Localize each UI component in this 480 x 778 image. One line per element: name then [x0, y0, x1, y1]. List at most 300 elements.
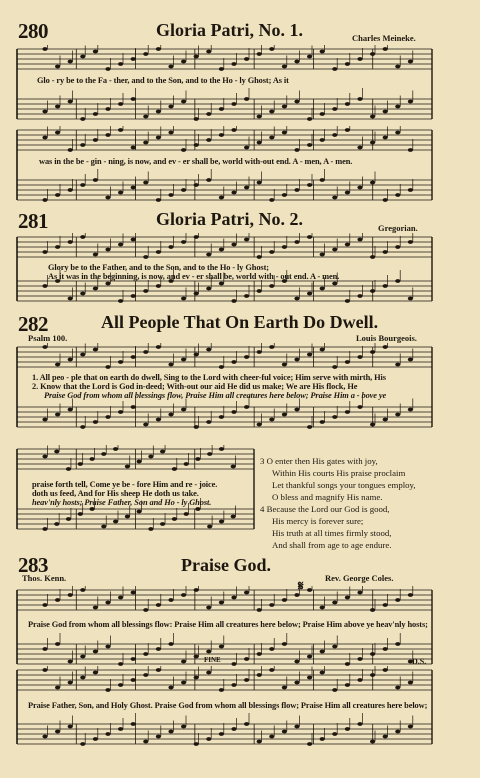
lyric-line: 2. Know that the Lord is God in-deed; With-out our aid He did us make; We are His flock, He	[32, 382, 358, 391]
note-head	[131, 57, 136, 61]
note-head	[257, 289, 262, 293]
note-head	[357, 186, 362, 190]
note-head	[194, 742, 199, 746]
note-head	[231, 465, 236, 469]
note-head	[307, 117, 312, 121]
note-head	[68, 408, 73, 412]
note-head	[156, 647, 161, 651]
note-head	[320, 178, 325, 182]
note-head	[294, 297, 299, 301]
note-head	[219, 365, 224, 369]
note-head	[143, 141, 148, 145]
note-head	[383, 735, 388, 739]
note-head	[172, 467, 177, 471]
note-head	[42, 527, 47, 531]
lyric-line: heav'nly hosts; Praise Father, Son and Ho - ly Ghost.	[32, 498, 212, 507]
note-head	[156, 418, 161, 422]
note-head	[345, 360, 350, 364]
note-head	[42, 647, 47, 651]
note-head	[194, 292, 199, 296]
note-head	[257, 608, 262, 612]
note-head	[282, 686, 287, 690]
note-head	[68, 148, 73, 152]
note-head	[131, 355, 136, 359]
composer-credit: Charles Meineke.	[352, 33, 416, 43]
note-head	[383, 668, 388, 672]
note-head	[408, 188, 413, 192]
note-head	[383, 250, 388, 254]
note-head	[257, 673, 262, 677]
note-head	[55, 598, 60, 602]
note-head	[113, 520, 118, 524]
note-head	[160, 522, 165, 526]
note-head	[54, 450, 59, 454]
note-head	[332, 732, 337, 736]
note-head	[156, 735, 161, 739]
note-head	[181, 60, 186, 64]
note-head	[257, 652, 262, 656]
composer-credit: Louis Bourgeois.	[356, 333, 417, 343]
note-head	[244, 591, 249, 595]
note-head	[395, 686, 400, 690]
note-head	[269, 110, 274, 114]
note-head	[168, 730, 173, 734]
note-head	[408, 240, 413, 244]
note-head	[206, 737, 211, 741]
note-head	[320, 287, 325, 291]
note-head	[55, 245, 60, 249]
note-head	[357, 722, 362, 726]
note-head	[383, 110, 388, 114]
note-head	[68, 60, 73, 64]
note-head	[383, 198, 388, 202]
note-head	[206, 253, 211, 257]
note-head	[55, 642, 60, 646]
note-head	[66, 517, 71, 521]
note-head	[68, 297, 73, 301]
note-head	[206, 348, 211, 352]
note-head	[105, 415, 110, 419]
note-head	[42, 136, 47, 140]
author-credit: Thos. Kenn.	[22, 573, 67, 583]
hymn-number: 282	[18, 312, 48, 336]
note-head	[105, 248, 110, 252]
composer-credit: Rev. George Coles.	[325, 573, 394, 583]
note-head	[395, 730, 400, 734]
note-head	[172, 517, 177, 521]
note-head	[269, 47, 274, 51]
note-head	[194, 143, 199, 147]
note-head	[105, 732, 110, 736]
note-head	[137, 510, 142, 514]
note-head	[90, 507, 95, 511]
note-head	[370, 141, 375, 145]
note-head	[332, 688, 337, 692]
note-head	[307, 143, 312, 147]
note-head	[93, 112, 98, 116]
verse-line: 3 O enter then His gates with joy,	[260, 456, 378, 466]
hymn-number: 283	[18, 553, 48, 577]
note-head	[80, 742, 85, 746]
note-head	[194, 117, 199, 121]
note-head	[320, 112, 325, 116]
note-head	[370, 608, 375, 612]
note-head	[395, 65, 400, 69]
note-head	[345, 243, 350, 247]
note-head	[219, 601, 224, 605]
note-head	[383, 418, 388, 422]
note-head	[194, 588, 199, 592]
note-head	[269, 284, 274, 288]
note-head	[357, 238, 362, 242]
note-head	[320, 420, 325, 424]
note-head	[68, 240, 73, 244]
note-head	[257, 141, 262, 145]
note-head	[105, 601, 110, 605]
note-head	[307, 235, 312, 239]
note-head	[131, 591, 136, 595]
note-head	[206, 606, 211, 610]
note-head	[105, 365, 110, 369]
note-head	[282, 642, 287, 646]
note-head	[42, 418, 47, 422]
note-head	[105, 196, 110, 200]
note-head	[219, 520, 224, 524]
note-head	[80, 292, 85, 296]
note-head	[231, 243, 236, 247]
note-head	[231, 128, 236, 132]
note-head	[332, 133, 337, 137]
note-head	[194, 655, 199, 659]
note-head	[55, 105, 60, 109]
note-head	[80, 183, 85, 187]
note-head	[219, 196, 224, 200]
note-head	[168, 598, 173, 602]
note-head	[383, 47, 388, 51]
lyric-line: As it was in the beginning, is now, and ev - er shall be, world with - out end. A - men.	[48, 272, 340, 281]
note-head	[42, 455, 47, 459]
note-head	[257, 181, 262, 185]
note-head	[80, 235, 85, 239]
note-head	[54, 522, 59, 526]
note-head	[118, 299, 123, 303]
note-head	[269, 418, 274, 422]
note-head	[93, 606, 98, 610]
note-head	[282, 413, 287, 417]
note-head	[294, 408, 299, 412]
note-head	[231, 410, 236, 414]
note-head	[194, 235, 199, 239]
note-head	[219, 67, 224, 71]
note-head	[332, 601, 337, 605]
note-head	[357, 591, 362, 595]
verse-line: O bless and magnify His name.	[272, 492, 383, 502]
note-head	[231, 683, 236, 687]
note-head	[181, 681, 186, 685]
note-head	[80, 588, 85, 592]
note-head	[307, 655, 312, 659]
note-head	[370, 255, 375, 259]
hymn-number: 281	[18, 209, 48, 233]
note-head	[156, 668, 161, 672]
note-head	[55, 363, 60, 367]
note-head	[231, 515, 236, 519]
note-head	[143, 181, 148, 185]
note-head	[395, 413, 400, 417]
note-head	[143, 350, 148, 354]
note-head	[168, 363, 173, 367]
note-head	[332, 248, 337, 252]
note-head	[143, 423, 148, 427]
note-head	[282, 598, 287, 602]
note-head	[219, 732, 224, 736]
note-head	[395, 642, 400, 646]
note-head	[307, 425, 312, 429]
note-head	[118, 62, 123, 66]
note-head	[93, 50, 98, 54]
note-head	[194, 183, 199, 187]
note-head	[206, 50, 211, 54]
note-head	[244, 57, 249, 61]
note-head	[294, 681, 299, 685]
note-head	[131, 97, 136, 101]
note-head	[206, 287, 211, 291]
note-head	[332, 415, 337, 419]
note-head	[320, 737, 325, 741]
verse-line: His mercy is forever sure;	[272, 516, 364, 526]
note-head	[231, 62, 236, 66]
note-head	[131, 722, 136, 726]
note-head	[55, 131, 60, 135]
verse-line: His truth at all times firmly stood,	[272, 528, 392, 538]
note-head	[269, 250, 274, 254]
note-head	[294, 100, 299, 104]
note-head	[269, 136, 274, 140]
note-head	[383, 136, 388, 140]
note-head	[207, 452, 212, 456]
note-head	[206, 138, 211, 142]
note-head	[131, 678, 136, 682]
note-head	[156, 136, 161, 140]
note-head	[294, 358, 299, 362]
note-head	[168, 642, 173, 646]
note-head	[118, 128, 123, 132]
note-head	[55, 686, 60, 690]
hymn-title: Praise God.	[181, 555, 271, 575]
note-head	[143, 673, 148, 677]
note-head	[370, 289, 375, 293]
note-head	[143, 289, 148, 293]
note-head	[118, 102, 123, 106]
note-head	[194, 55, 199, 59]
hymn-title: All People That On Earth Do Dwell.	[101, 312, 379, 332]
note-head	[219, 415, 224, 419]
note-head	[219, 688, 224, 692]
note-head	[345, 596, 350, 600]
note-head	[55, 65, 60, 69]
note-head	[143, 255, 148, 259]
note-head	[320, 253, 325, 257]
note-head	[156, 110, 161, 114]
lyric-line: Glory be to the Father, and to the Son, and to the Ho - ly Ghost;	[48, 263, 269, 272]
note-head	[395, 131, 400, 135]
note-head	[93, 737, 98, 741]
note-head	[90, 457, 95, 461]
note-head	[80, 676, 85, 680]
verse-line: Let thankful songs your tongues employ,	[272, 480, 416, 490]
note-head	[80, 425, 85, 429]
note-head	[105, 107, 110, 111]
note-head	[282, 65, 287, 69]
note-head	[184, 512, 189, 516]
note-head	[282, 730, 287, 734]
note-head	[294, 660, 299, 664]
note-head	[66, 467, 71, 471]
note-head	[93, 178, 98, 182]
note-head	[231, 727, 236, 731]
note-head	[105, 645, 110, 649]
note-head	[294, 240, 299, 244]
note-head	[383, 647, 388, 651]
note-head	[93, 420, 98, 424]
note-head	[345, 299, 350, 303]
note-head	[332, 365, 337, 369]
note-head	[257, 52, 262, 56]
note-head	[156, 345, 161, 349]
verse-line: 4 Because the Lord our God is good,	[260, 504, 390, 514]
verse-line: And shall from age to age endure.	[272, 540, 392, 550]
note-head	[219, 447, 224, 451]
note-head	[357, 657, 362, 661]
note-head	[131, 405, 136, 409]
note-head	[80, 117, 85, 121]
lyric-line: praise forth tell, Come ye be - fore Him and re - joice.	[32, 480, 218, 489]
note-head	[408, 297, 413, 301]
note-head	[105, 67, 110, 71]
note-head	[181, 188, 186, 192]
note-head	[55, 193, 60, 197]
note-head	[345, 62, 350, 66]
verse-line: Within His courts His praise proclaim	[272, 468, 406, 478]
note-head	[206, 112, 211, 116]
note-head	[282, 363, 287, 367]
note-head	[42, 47, 47, 51]
note-head	[68, 188, 73, 192]
note-head	[168, 65, 173, 69]
note-head	[80, 55, 85, 59]
note-head	[78, 462, 83, 466]
note-head	[345, 102, 350, 106]
note-head	[357, 146, 362, 150]
note-head	[42, 345, 47, 349]
note-head	[383, 284, 388, 288]
lyric-line: Praise God from whom all blessings flow, Praise Him all creatures here below; Praise Him a - bove ye	[44, 391, 387, 400]
segno-mark: 𝄋	[298, 578, 304, 593]
note-head	[370, 740, 375, 744]
note-head	[345, 128, 350, 132]
note-head	[357, 294, 362, 298]
note-head	[408, 593, 413, 597]
note-head	[294, 725, 299, 729]
note-head	[219, 107, 224, 111]
hymn-title: Gloria Patri, No. 2.	[156, 209, 303, 229]
note-head	[408, 681, 413, 685]
note-head	[257, 350, 262, 354]
note-head	[93, 348, 98, 352]
note-head	[143, 608, 148, 612]
note-head	[219, 133, 224, 137]
note-head	[395, 363, 400, 367]
note-head	[148, 455, 153, 459]
note-head	[282, 105, 287, 109]
note-head	[244, 722, 249, 726]
note-head	[345, 727, 350, 731]
note-head	[113, 447, 118, 451]
note-head	[269, 735, 274, 739]
note-head	[80, 353, 85, 357]
note-head	[195, 507, 200, 511]
note-head	[68, 681, 73, 685]
note-head	[181, 148, 186, 152]
note-head	[219, 282, 224, 286]
note-head	[269, 345, 274, 349]
note-head	[244, 678, 249, 682]
note-head	[231, 299, 236, 303]
note-head	[244, 657, 249, 661]
note-head	[68, 660, 73, 664]
note-head	[118, 410, 123, 414]
note-head	[143, 740, 148, 744]
note-head	[42, 284, 47, 288]
note-head	[131, 657, 136, 661]
lyric-line: doth us feed, And for His sheep He doth us take.	[32, 489, 199, 498]
note-head	[370, 52, 375, 56]
note-head	[143, 115, 148, 119]
note-head	[269, 647, 274, 651]
note-head	[184, 462, 189, 466]
note-head	[320, 138, 325, 142]
note-head	[244, 186, 249, 190]
verse-4	[260, 503, 391, 551]
note-head	[244, 294, 249, 298]
note-head	[68, 358, 73, 362]
note-head	[357, 678, 362, 682]
note-head	[55, 730, 60, 734]
note-head	[181, 660, 186, 664]
note-head	[148, 527, 153, 531]
note-head	[231, 102, 236, 106]
note-head	[231, 360, 236, 364]
note-head	[408, 408, 413, 412]
note-head	[93, 650, 98, 654]
note-head	[395, 279, 400, 283]
note-head	[395, 598, 400, 602]
note-head	[282, 131, 287, 135]
composer-credit: Gregorian.	[378, 223, 418, 233]
hymn-title: Gloria Patri, No. 1.	[156, 20, 303, 40]
note-head	[307, 183, 312, 187]
note-head	[244, 405, 249, 409]
note-head	[42, 735, 47, 739]
note-head	[408, 725, 413, 729]
note-head	[257, 115, 262, 119]
note-head	[207, 525, 212, 529]
note-head	[131, 294, 136, 298]
note-head	[370, 673, 375, 677]
note-head	[307, 676, 312, 680]
note-head	[168, 686, 173, 690]
note-head	[244, 146, 249, 150]
